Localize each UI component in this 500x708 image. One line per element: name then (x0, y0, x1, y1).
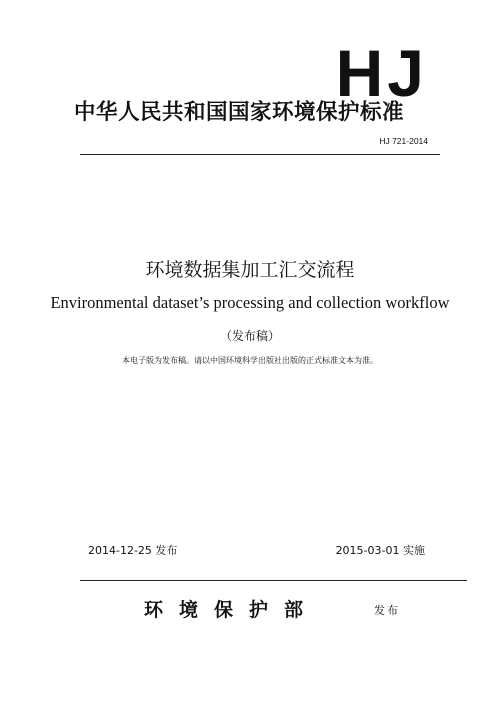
standard-number: HJ 721-2014 (379, 136, 428, 146)
edition-note: 本电子版为发布稿。请以中国环境科学出版社出版的正式标准文本为准。 (122, 356, 378, 365)
issue-date: 2014-12-25 发布 (88, 544, 178, 557)
document-title-chinese: 环境数据集加工汇交流程 (145, 259, 355, 281)
hj-logo: HJ (335, 36, 428, 110)
standard-name: 中华人民共和国国家环境保护标准 (74, 100, 405, 125)
issued-by-label: 发布 (374, 604, 400, 617)
document-title-english: Environmental dataset’s processing and collection workflow (50, 293, 450, 312)
bottom-divider (80, 580, 467, 581)
implementation-date: 2015-03-01 实施 (335, 544, 425, 557)
issuing-ministry: 环境保护部 (144, 599, 320, 621)
draft-label: （发布稿） (219, 329, 280, 343)
top-divider (80, 154, 440, 155)
